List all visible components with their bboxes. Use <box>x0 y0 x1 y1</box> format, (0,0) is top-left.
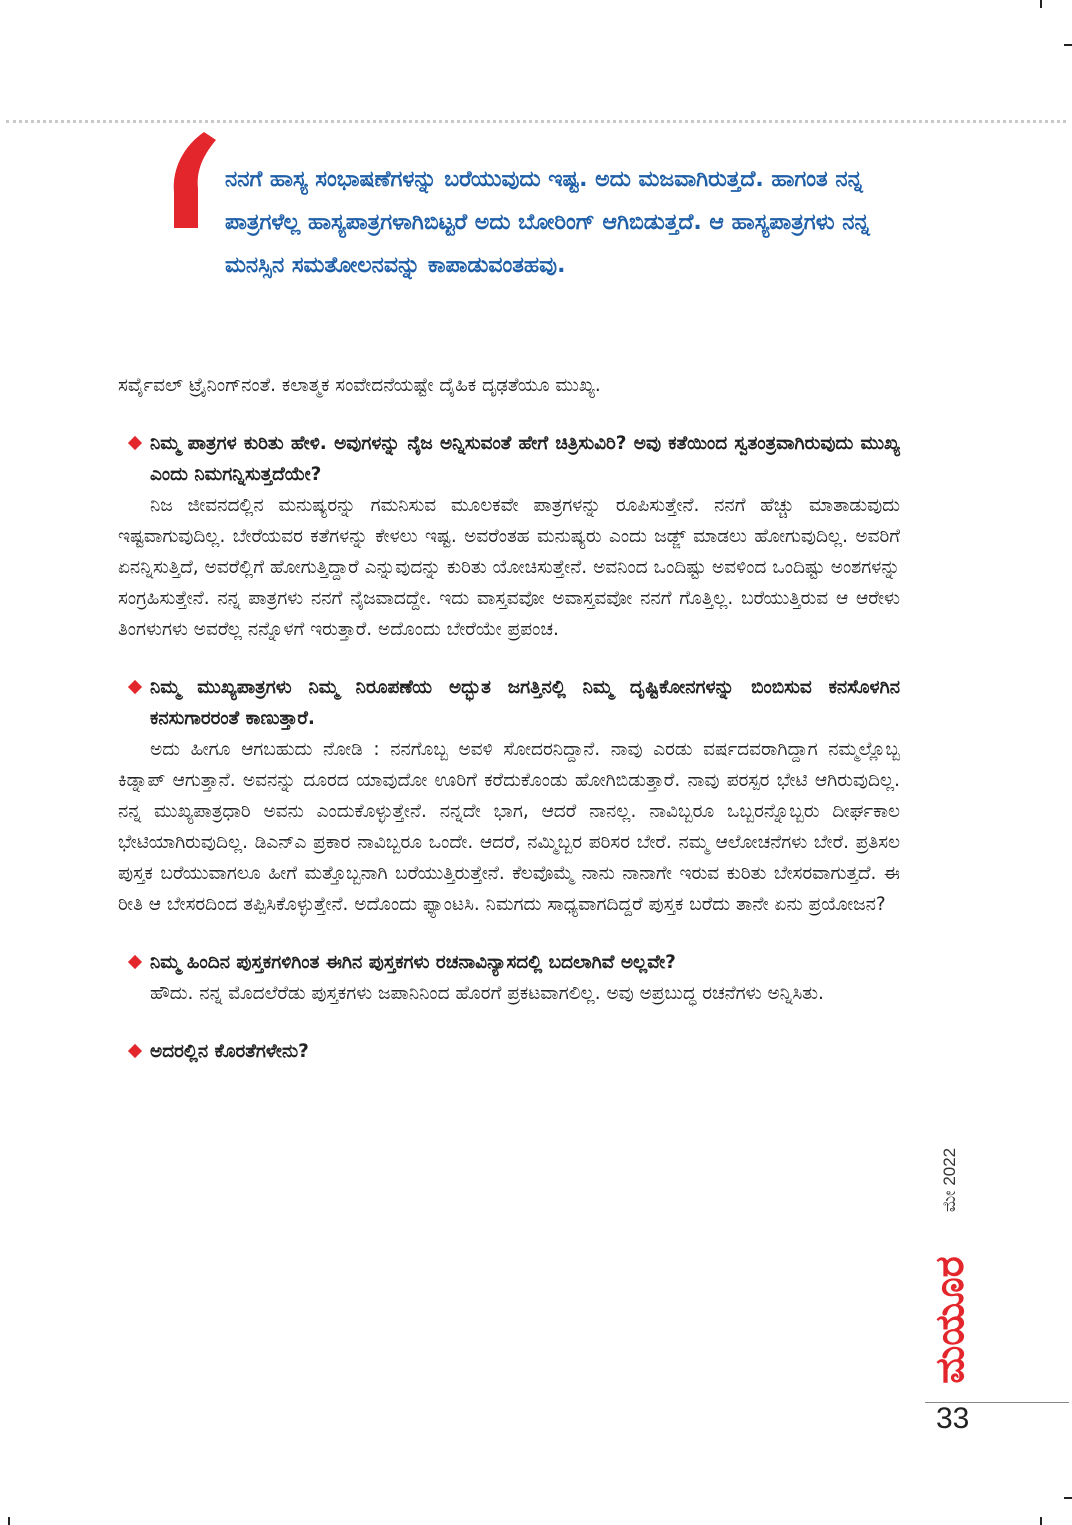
pull-quote: ನನಗೆ ಹಾಸ್ಯ ಸಂಭಾಷಣೆಗಳನ್ನು ಬರೆಯುವುದು ಇಷ್ಟ. ಅದು ಮಜವಾಗಿರುತ್ತದೆ. ಹಾಗಂತ ನನ್ನ ಪಾತ್ರಗಳೆಲ್ಲ ಹಾಸ್ಯಪಾತ್ರಗಳಾಗಿಬಿಟ್ಟರೆ ಅದು ಬೋರಿಂಗ್ ಆಗಿಬಿಡುತ್ತದೆ. ಆ ಹಾಸ್ಯಪಾತ್ರಗಳು ನನ್ನ ಮನಸ್ಸಿನ ಸಮತೋಲನವನ್ನು ಕಾಪಾಡುವಂತಹವು. <box>225 167 870 278</box>
diamond-bullet-icon <box>128 680 142 694</box>
diamond-bullet-icon <box>128 1044 142 1058</box>
issue-date <box>935 1130 965 1230</box>
dotted-divider <box>6 120 1066 123</box>
crop-mark-bottom-right <box>1040 1517 1042 1525</box>
diamond-bullet-icon <box>128 436 142 450</box>
question-text: ಅದರಲ್ಲಿನ ಕೊರತೆಗಳೇನು? <box>150 1041 309 1062</box>
question-1 <box>118 428 900 490</box>
issue-date-text: ಮೇ 2022 <box>940 1147 959 1213</box>
magazine-logo <box>922 1240 978 1400</box>
answer-1: ನಿಜ ಜೀವನದಲ್ಲಿನ ಮನುಷ್ಯರನ್ನು ಗಮನಿಸುವ ಮೂಲಕವೇ ಪಾತ್ರಗಳನ್ನು ರೂಪಿಸುತ್ತೇನೆ. ನನಗೆ ಹೆಚ್ಚು ಮಾತಾಡುವುದು ಇಷ್ಟವಾಗುವುದಿಲ್ಲ. ಬೇರೆಯವರ ಕತೆಗಳನ್ನು ಕೇಳಲು ಇಷ್ಟ. ಅವರೆಂತಹ ಮನುಷ್ಯರು ಎಂದು ಜಡ್ಜ್ ಮಾಡಲು ಹೋಗುವುದಿಲ್ಲ. ಅವರಿಗೆ ಏನನ್ನಿಸುತ್ತಿದೆ, ಅವರೆಲ್ಲಿಗೆ ಹೋಗುತ್ತಿದ್ದಾರೆ ಎನ್ನುವುದನ್ನು ಕುರಿತು ಯೋಚಿಸುತ್ತೇನೆ. ಅವನಿಂದ ಒಂದಿಷ್ಟು ಅವಳಿಂದ ಒಂದಿಷ್ಟು ಅಂಶಗಳನ್ನು ಸಂಗ್ರಹಿಸುತ್ತೇನೆ. ನನ್ನ ಪಾತ್ರಗಳು ನನಗೆ ನೈಜವಾದದ್ದೇ. ಇದು ವಾಸ್ತವವೋ ಅವಾಸ್ತವವೋ ನನಗೆ ಗೊತ್ತಿಲ್ಲ. ಬರೆಯುತ್ತಿರುವ ಆ ಆರೇಳು ತಿಂಗಳುಗಳು ಅವರೆಲ್ಲ ನನ್ನೊಳಗೆ ಇರುತ್ತಾರೆ. ಅದೊಂದು ಬೇರೆಯೇ ಪ್ರಪಂಚ. <box>118 495 900 640</box>
article-body <box>118 370 900 1067</box>
quote-mark-icon <box>170 130 218 230</box>
question-4 <box>118 1036 900 1067</box>
page-number: 33 <box>936 1402 970 1435</box>
intro-paragraph: ಸರ್ವೈವಲ್ ಟ್ರೈನಿಂಗ್‌ನಂತೆ. ಕಲಾತ್ಮಕ ಸಂವೇದನೆಯಷ್ಟೇ ದೈಹಿಕ ದೃಢತೆಯೂ ಮುಖ್ಯ. <box>118 375 601 396</box>
answer-3: ಹೌದು. ನನ್ನ ಮೊದಲೆರೆಡು ಪುಸ್ತಕಗಳು ಜಪಾನಿನಿಂದ ಹೊರಗೆ ಪ್ರಕಟವಾಗಲಿಲ್ಲ. ಅವು ಅಪ್ರಬುದ್ಧ ರಚನೆಗಳು ಅನ್ನಿಸಿತು. <box>150 983 824 1004</box>
magazine-logo-text: ಮಯೂರ <box>927 1256 973 1384</box>
crop-mark-right-bottom <box>1064 1497 1072 1499</box>
question-3 <box>118 947 900 978</box>
crop-mark-top <box>1040 0 1042 8</box>
diamond-bullet-icon <box>128 955 142 969</box>
answer-2: ಅದು ಹೀಗೂ ಆಗಬಹುದು ನೋಡಿ : ನನಗೊಬ್ಬ ಅವಳಿ ಸೋದರನಿದ್ದಾನೆ. ನಾವು ಎರಡು ವರ್ಷದವರಾಗಿದ್ದಾಗ ನಮ್ಮಲ್ಲೊಬ್ಬ ಕಿಡ್ನಾಪ್ ಆಗುತ್ತಾನೆ. ಅವನನ್ನು ದೂರದ ಯಾವುದೋ ಊರಿಗೆ ಕರೆದುಕೊಂಡು ಹೋಗಿಬಿಡುತ್ತಾರೆ. ನಾವು ಪರಸ್ಪರ ಭೇಟಿ ಆಗಿರುವುದಿಲ್ಲ. ನನ್ನ ಮುಖ್ಯಪಾತ್ರಧಾರಿ ಅವನು ಎಂದುಕೊಳ್ಳುತ್ತೇನೆ. ನನ್ನದೇ ಭಾಗ, ಆದರೆ ನಾನಲ್ಲ. ನಾವಿಬ್ಬರೂ ಒಬ್ಬರನ್ನೊಬ್ಬರು ದೀರ್ಘಕಾಲ ಭೇಟಿಯಾಗಿರುವುದಿಲ್ಲ. ಡಿಎನ್‌ಎ ಪ್ರಕಾರ ನಾವಿಬ್ಬರೂ ಒಂದೇ. ಆದರೆ, ನಮ್ಮಿಬ್ಬರ ಪರಿಸರ ಬೇರೆ. ನಮ್ಮ ಆಲೋಚನೆಗಳು ಬೇರೆ. ಪ್ರತಿಸಲ ಪುಸ್ತಕ ಬರೆಯುವಾಗಲೂ ಹೀಗೆ ಮತ್ತೊಬ್ಬನಾಗಿ ಬರೆಯುತ್ತಿರುತ್ತೇನೆ. ಕೆಲವೊಮ್ಮೆ ನಾನು ನಾನಾಗೇ ಇರುವ ಕುರಿತು ಬೇಸರವಾಗುತ್ತದೆ. ಈ ರೀತಿ ಆ ಬೇಸರದಿಂದ ತಪ್ಪಿಸಿಕೊಳ್ಳುತ್ತೇನೆ. ಅದೊಂದು ಫ್ಯಾಂಟಸಿ. ನಿಮಗದು ಸಾಧ್ಯವಾಗದಿದ್ದರೆ ಪುಸ್ತಕ ಬರೆದು ತಾನೇ ಏನು ಪ್ರಯೋಜನ? <box>118 739 900 915</box>
crop-mark-right-top <box>1064 44 1072 46</box>
question-text: ನಿಮ್ಮ ಪಾತ್ರಗಳ ಕುರಿತು ಹೇಳಿ. ಅವುಗಳನ್ನು ನೈಜ ಅನ್ನಿಸುವಂತೆ ಹೇಗೆ ಚಿತ್ರಿಸುವಿರಿ? ಅವು ಕತೆಯಿಂದ ಸ್ವತಂತ್ರವಾಗಿರುವುದು ಮುಖ್ಯ ಎಂದು ನಿಮಗನ್ನಿಸುತ್ತದೆಯೇ? <box>150 433 900 485</box>
question-text: ನಿಮ್ಮ ಮುಖ್ಯಪಾತ್ರಗಳು ನಿಮ್ಮ ನಿರೂಪಣೆಯ ಅದ್ಭುತ ಜಗತ್ತಿನಲ್ಲಿ ನಿಮ್ಮ ದೃಷ್ಟಿಕೋನಗಳನ್ನು ಬಿಂಬಿಸುವ ಕನಸೊಳಗಿನ ಕನಸುಗಾರರಂತೆ ಕಾಣುತ್ತಾರೆ. <box>150 677 900 729</box>
question-text: ನಿಮ್ಮ ಹಿಂದಿನ ಪುಸ್ತಕಗಳಿಗಿಂತ ಈಗಿನ ಪುಸ್ತಕಗಳು ರಚನಾವಿನ್ಯಾಸದಲ್ಲಿ ಬದಲಾಗಿವೆ ಅಲ್ಲವೇ? <box>150 952 676 973</box>
crop-mark-bottom-left <box>8 1517 10 1525</box>
question-2 <box>118 672 900 734</box>
